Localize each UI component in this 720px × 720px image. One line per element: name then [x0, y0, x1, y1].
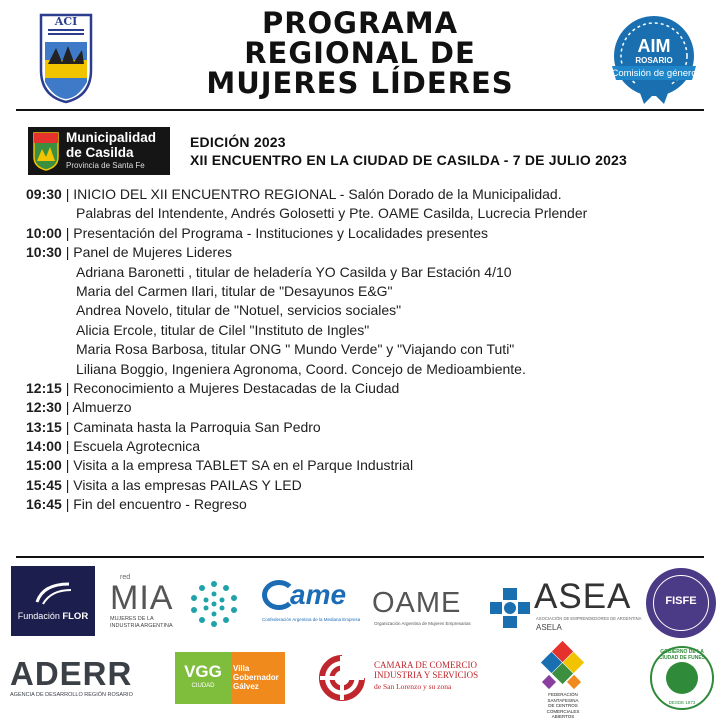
- camara-line-2: INDUSTRIA Y SERVICIOS: [374, 670, 479, 680]
- schedule-time: 12:30: [26, 399, 62, 416]
- flor-name: FLOR: [62, 611, 89, 622]
- aci-logo-text: ACI: [54, 15, 78, 28]
- fundacion-flor-logo: [11, 566, 95, 636]
- aim-ribbon: Comisión de género: [611, 68, 697, 79]
- muni-line-3: Provincia de Santa Fe: [66, 161, 145, 170]
- asea-name: ASEA: [534, 577, 632, 616]
- schedule-text: | INICIO DEL XII ENCUENTRO REGIONAL - Salón Dorado de la Municipalidad.: [61, 186, 562, 202]
- schedule-text: | Presentación del Programa - Instituciones y Localidades presentes: [61, 224, 489, 241]
- vgg-side-3: Gálvez: [233, 682, 259, 691]
- schedule-time: 10:00: [26, 224, 62, 241]
- bottom-divider: [16, 556, 704, 558]
- schedule-item: [26, 418, 706, 437]
- schedule-item: [26, 224, 706, 243]
- aderr-logo: [10, 656, 150, 704]
- schedule-item: [26, 379, 706, 398]
- federacion-santafesina-logo: [533, 642, 593, 719]
- schedule-text: | Panel de Mujeres Lideres: [61, 244, 232, 261]
- casilda-shield-icon: [32, 131, 60, 171]
- red-mia-logo: [108, 574, 243, 636]
- schedule-item: [26, 398, 706, 417]
- aim-rosario-logo: [606, 10, 702, 106]
- funes-bottom: DESDE 1873: [668, 700, 696, 705]
- schedule: [26, 185, 706, 515]
- fsfe-line-4: ABIERTOS: [551, 714, 575, 719]
- schedule-time: 15:00: [26, 457, 62, 474]
- schedule-text: | Almuerzo: [61, 399, 132, 416]
- mia-red: red: [120, 574, 131, 581]
- vgg-city: CIUDAD: [191, 683, 215, 689]
- oame-name: OAME: [372, 587, 462, 619]
- camara-sub: de San Lorenzo y su zona: [374, 682, 452, 691]
- schedule-item: [26, 185, 706, 204]
- schedule-text: | Visita a la empresa TABLET SA en el Parque Industrial: [61, 457, 414, 474]
- schedule-time: 10:30: [26, 244, 62, 261]
- aim-sub: ROSARIO: [635, 56, 673, 65]
- edition-label: EDICIÓN 2023: [190, 134, 286, 150]
- schedule-item: [26, 476, 706, 495]
- oame-sub: Organización Argentina de Mujeres Empresarias: [374, 621, 471, 626]
- schedule-time: 12:15: [26, 379, 62, 396]
- schedule-time: 09:30: [26, 186, 62, 202]
- vgg-name: VGG: [184, 662, 222, 681]
- funes-emblem-icon: [666, 662, 698, 694]
- page-title: [160, 8, 560, 98]
- schedule-text: | Escuela Agrotecnica: [61, 438, 201, 455]
- mia-name: MIA: [110, 579, 174, 617]
- gobierno-funes-logo: [650, 646, 714, 710]
- schedule-text: | Reconocimiento a Mujeres Destacadas de la Ciudad: [61, 379, 400, 396]
- fsfe-line-3: DE CENTROS COMERCIALES: [546, 703, 580, 714]
- funes-top: GOBIERNO DE LA CIUDAD DE FUNES: [658, 649, 706, 661]
- schedule-text: | Visita a las empresas PAILAS Y LED: [61, 476, 302, 493]
- vgg-side-2: Gobernador: [233, 673, 279, 682]
- came-name: ame: [290, 579, 347, 610]
- schedule-subitem: Palabras del Intendente, Andrés Golosetti y Pte. OAME Casilda, Lucrecia Prlender: [76, 205, 588, 222]
- schedule-subitem: Liliana Boggio, Ingeniera Agronoma, Coord. Concejo de Medioambiente.: [76, 360, 526, 377]
- mia-sub-2: INDUSTRIA ARGENTINA: [110, 623, 173, 629]
- title-line-2: REGIONAL DE: [244, 36, 476, 70]
- schedule-item: [26, 243, 706, 262]
- flor-prefix: Fundación: [17, 611, 63, 621]
- vgg-logo: [175, 652, 285, 704]
- schedule-item: [26, 495, 706, 514]
- aderr-sub: AGENCIA DE DESARROLLO REGIÓN ROSARIO: [10, 692, 133, 698]
- aderr-name: ADERR: [10, 655, 133, 692]
- title-line-3: MUJERES LÍDERES: [206, 66, 514, 100]
- came-sub: Confederación Argentina de la Mediana Empresa: [262, 617, 361, 622]
- schedule-text: | Caminata hasta la Parroquia San Pedro: [61, 418, 321, 435]
- schedule-item: [26, 437, 706, 456]
- camara-comercio-logo: [316, 652, 486, 704]
- asea-sub-2: ASELA: [536, 623, 562, 632]
- came-logo: [260, 578, 360, 632]
- mia-sub-1: MUJERES DE LA: [110, 616, 154, 622]
- fsfe-line-2: SANTAFESINA: [547, 697, 579, 703]
- aci-logo: [38, 12, 94, 104]
- fsfe-line-1: FEDERACIÓN: [548, 692, 578, 697]
- schedule-time: 15:45: [26, 476, 62, 493]
- mia-dots-icon: [188, 578, 240, 630]
- schedule-subitem: Andrea Novelo, titular de "Notuel, servicios sociales": [76, 302, 402, 319]
- schedule-time: 13:15: [26, 418, 62, 435]
- municipalidad-casilda-logo: [28, 127, 170, 175]
- camara-emblem-icon: [316, 654, 368, 702]
- schedule-subitem: Maria del Carmen Ilari, titular de "Desayunos E&G": [76, 282, 393, 299]
- schedule-subitem: Adriana Baronetti , titular de heladería YO Casilda y Bar Estación 4/10: [76, 263, 512, 280]
- fisfe-logo: [646, 568, 716, 638]
- camara-line-1: CAMARA DE COMERCIO: [374, 660, 478, 670]
- schedule-subitem: Alicia Ercole, titular de Cilel "Instituto de Ingles": [76, 321, 370, 338]
- asea-logo: [488, 578, 640, 638]
- vgg-side-1: Villa: [233, 664, 250, 673]
- schedule-time: 14:00: [26, 438, 62, 455]
- muni-line-2: de Casilda: [66, 145, 134, 160]
- schedule-time: 16:45: [26, 496, 62, 513]
- schedule-subitem: Maria Rosa Barbosa, titular ONG " Mundo Verde" y "Viajando con Tuti": [76, 341, 515, 358]
- title-line-1: PROGRAMA: [261, 6, 459, 40]
- flor-swoosh-icon: [33, 580, 73, 606]
- fisfe-name: FISFE: [665, 595, 697, 607]
- oame-logo: [372, 586, 482, 630]
- aim-main: AIM: [637, 36, 671, 56]
- schedule-text: | Fin del encuentro - Regreso: [61, 496, 247, 513]
- event-title: XII ENCUENTRO EN LA CIUDAD DE CASILDA - 7 DE JULIO 2023: [190, 152, 628, 168]
- asea-sub: ASOCIACIÓN DE EMPRENDEDORES DE ARGENTINA: [536, 616, 642, 621]
- muni-line-1: Municipalidad: [66, 130, 157, 145]
- asea-puzzle-icon: [488, 586, 532, 630]
- schedule-item: [26, 456, 706, 475]
- top-divider: [16, 109, 704, 111]
